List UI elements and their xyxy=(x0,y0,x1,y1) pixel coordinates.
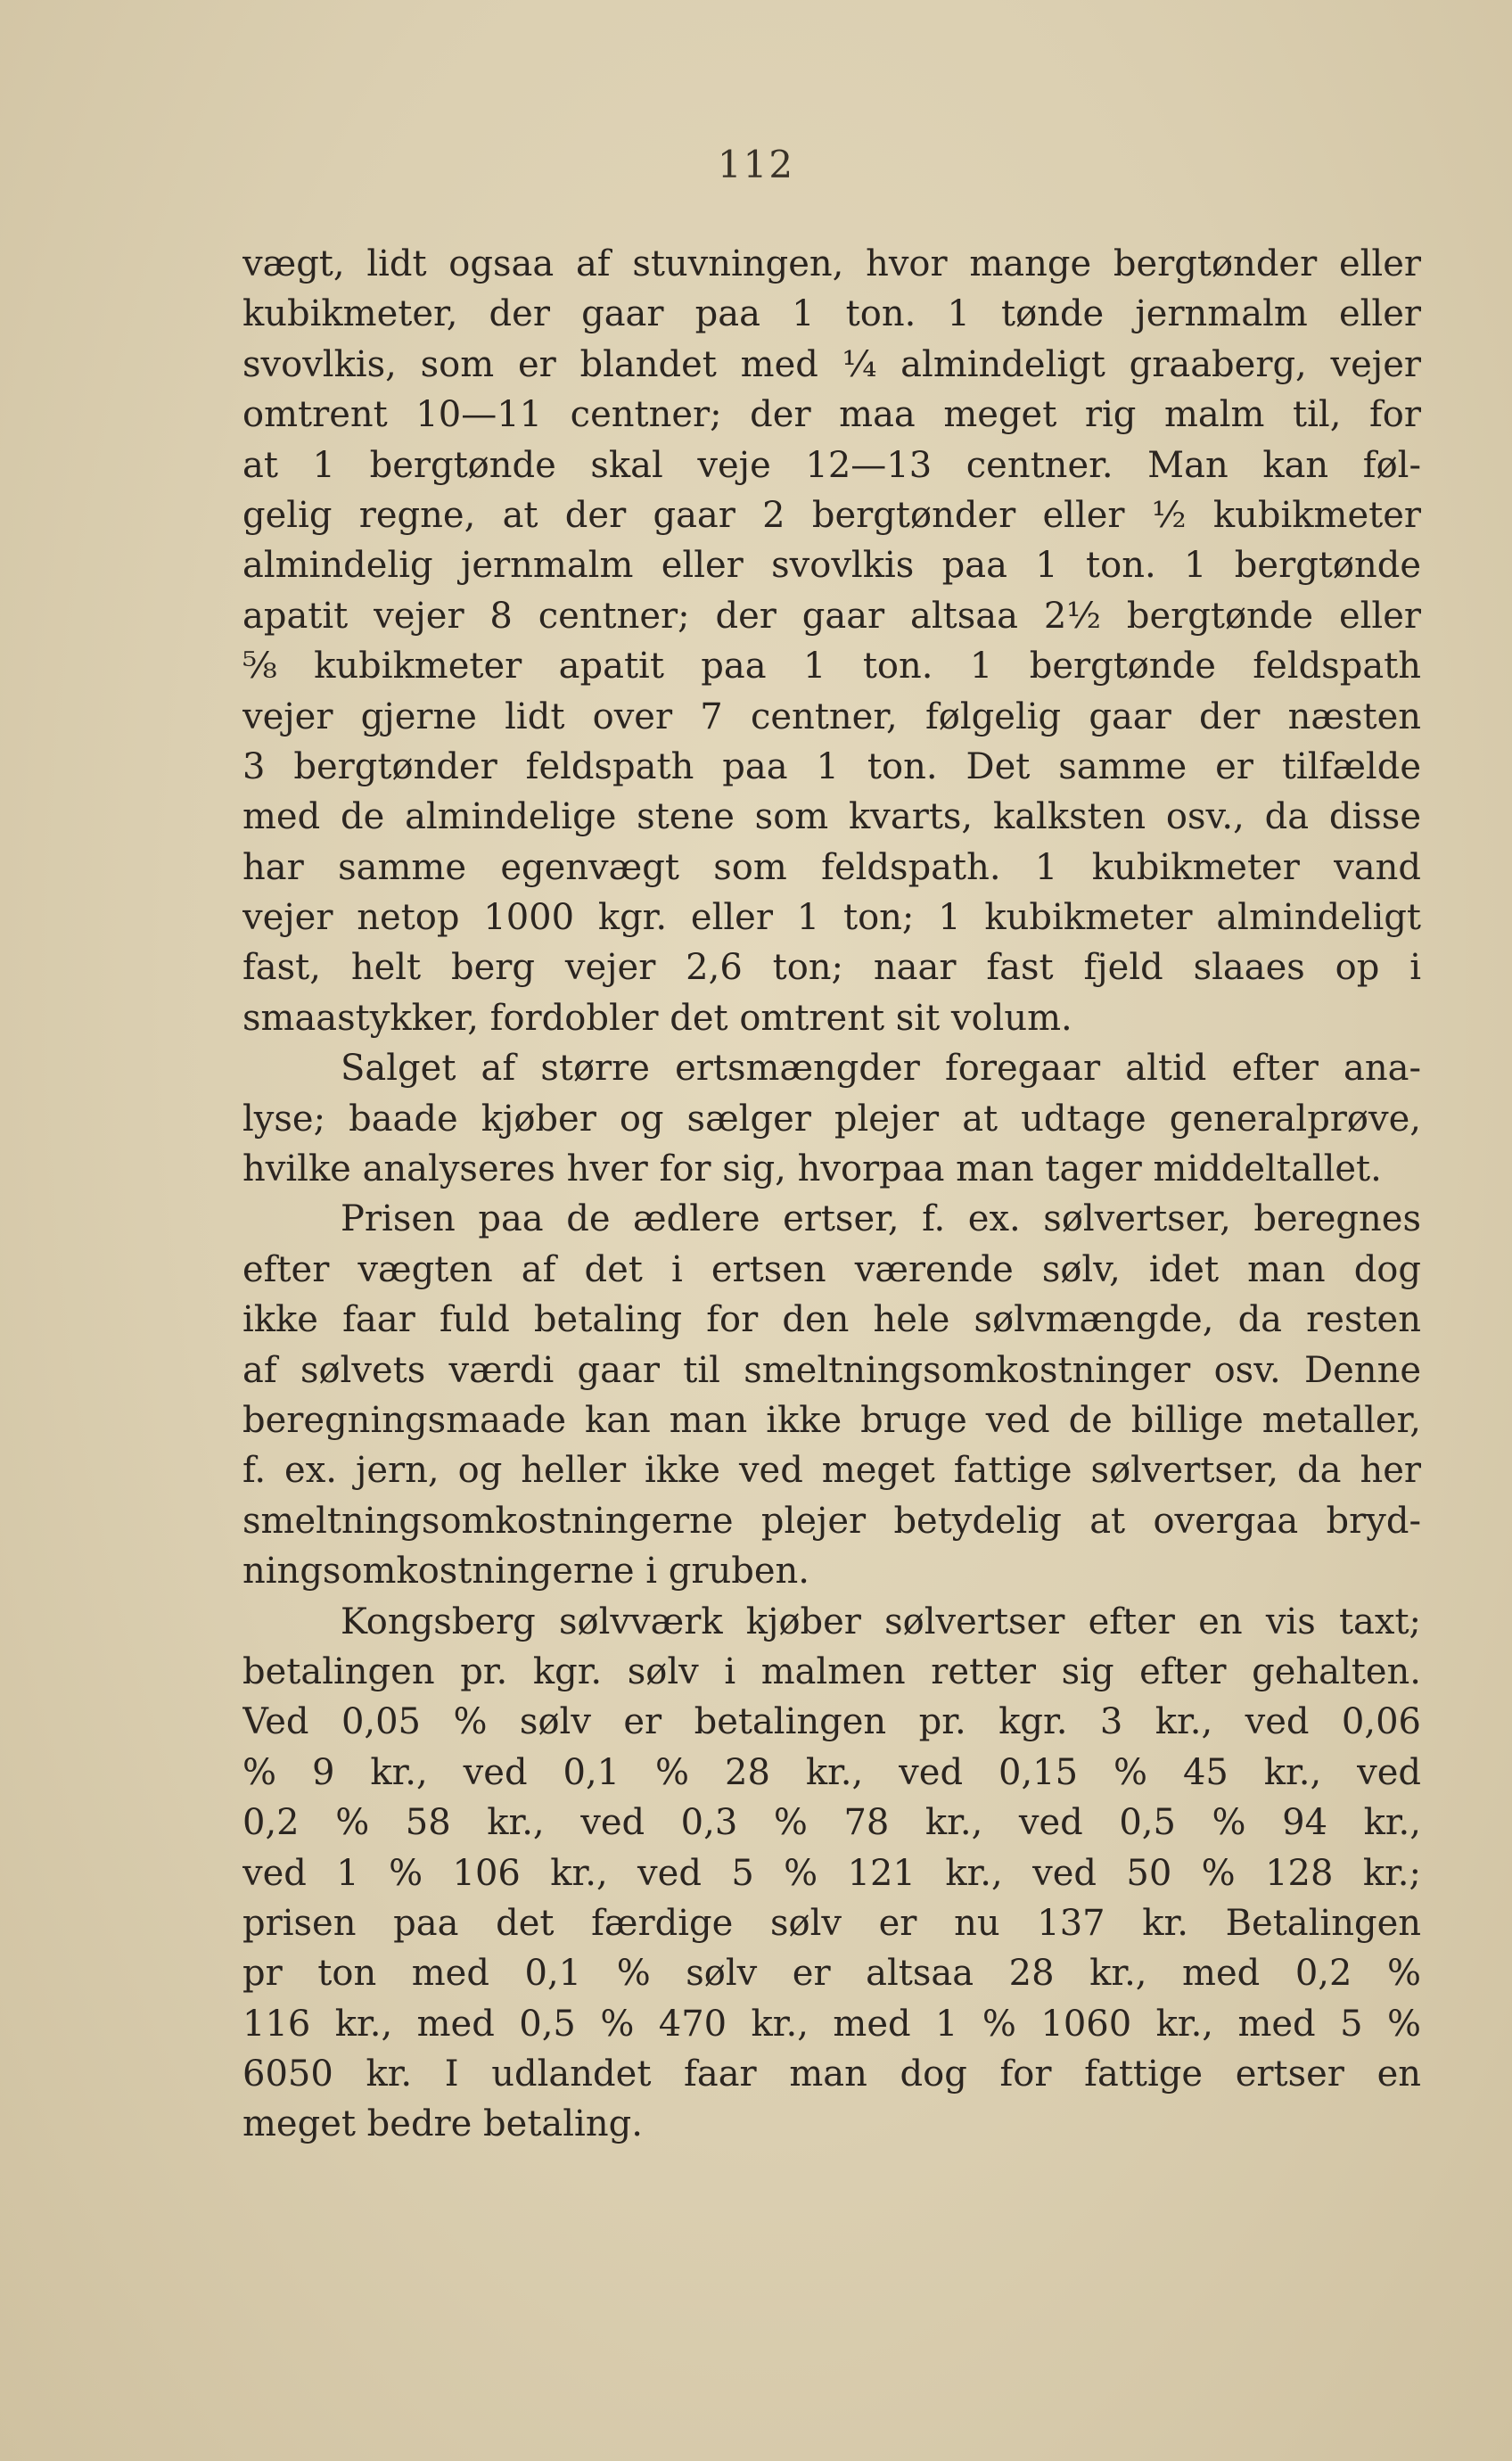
text-line: gelig regne, at der gaar 2 bergtønder eller ½ kubikmeter xyxy=(242,494,1421,536)
text-line: af sølvets værdi gaar til smeltningsomkostninger osv. Denne xyxy=(242,1349,1421,1391)
text-line: at 1 bergtønde skal veje 12—13 centner. Man kan føl- xyxy=(242,444,1421,486)
text-line: fast, helt berg vejer 2,6 ton; naar fast fjeld slaaes op i xyxy=(242,947,1421,989)
text-line: Prisen paa de ædlere ertser, f. ex. sølvertser, beregnes xyxy=(341,1198,1421,1240)
text-line: pr ton med 0,1 % sølv er altsaa 28 kr., med 0,2 % xyxy=(242,1953,1421,1995)
text-line: apatit vejer 8 centner; der gaar altsaa 2½ bergtønde eller xyxy=(242,595,1421,637)
text-line: prisen paa det færdige sølv er nu 137 kr. Betalingen xyxy=(242,1902,1421,1944)
text-line: kubikmeter, der gaar paa 1 ton. 1 tønde jernmalm eller xyxy=(242,293,1421,335)
text-line: beregningsmaade kan man ikke bruge ved de billige metaller, xyxy=(242,1399,1421,1441)
text-line: vejer netop 1000 kgr. eller 1 ton; 1 kubikmeter almindeligt xyxy=(242,897,1421,939)
page-number: 112 xyxy=(717,143,795,186)
text-line: 116 kr., med 0,5 % 470 kr., med 1 % 1060 kr., med 5 % xyxy=(242,2003,1421,2045)
text-line: meget bedre betaling. xyxy=(242,2103,643,2145)
text-line: Salget af større ertsmængder foregaar altid efter ana- xyxy=(341,1048,1421,1090)
text-line: ⅝ kubikmeter apatit paa 1 ton. 1 bergtønde feldspath xyxy=(242,646,1421,687)
text-line: efter vægten af det i ertsen værende sølv, idet man dog xyxy=(242,1248,1421,1290)
body-text xyxy=(242,239,1421,2150)
text-line: vejer gjerne lidt over 7 centner, følgelig gaar der næsten xyxy=(242,696,1421,737)
text-line: Ved 0,05 % sølv er betalingen pr. kgr. 3 kr., ved 0,06 xyxy=(242,1701,1421,1743)
text-line: smeltningsomkostningerne plejer betydelig at overgaa bryd- xyxy=(242,1500,1421,1542)
text-line: ikke faar fuld betaling for den hele sølvmængde, da resten xyxy=(242,1299,1421,1341)
text-line: ningsomkostningerne i gruben. xyxy=(242,1551,809,1593)
text-line: omtrent 10—11 centner; der maa meget rig malm til, for xyxy=(242,394,1421,436)
text-line: Kongsberg sølvværk kjøber sølvertser efter en vis taxt; xyxy=(341,1601,1421,1642)
text-line: med de almindelige stene som kvarts, kalksten osv., da disse xyxy=(242,796,1421,838)
text-line: vægt, lidt ogsaa af stuvningen, hvor mange bergtønder eller xyxy=(242,243,1421,284)
text-line: f. ex. jern, og heller ikke ved meget fattige sølvertser, da her xyxy=(242,1450,1421,1492)
text-line: % 9 kr., ved 0,1 % 28 kr., ved 0,15 % 45 kr., ved xyxy=(242,1751,1421,1793)
text-line: har samme egenvægt som feldspath. 1 kubikmeter vand xyxy=(242,846,1421,888)
text-line: betalingen pr. kgr. sølv i malmen retter sig efter gehalten. xyxy=(242,1650,1421,1692)
text-line: 3 bergtønder feldspath paa 1 ton. Det samme er tilfælde xyxy=(242,745,1421,787)
text-line: svovlkis, som er blandet med ¼ almindeligt graaberg, vejer xyxy=(242,343,1421,385)
text-line: almindelig jernmalm eller svovlkis paa 1 ton. 1 bergtønde xyxy=(242,545,1421,587)
text-line: ved 1 % 106 kr., ved 5 % 121 kr., ved 50 % 128 kr.; xyxy=(242,1852,1421,1894)
text-line: smaastykker, fordobler det omtrent sit volum. xyxy=(242,997,1072,1039)
text-line: hvilke analyseres hver for sig, hvorpaa man tager middeltallet. xyxy=(242,1148,1382,1190)
text-line: lyse; baade kjøber og sælger plejer at udtage generalprøve, xyxy=(242,1098,1421,1140)
text-line: 0,2 % 58 kr., ved 0,3 % 78 kr., ved 0,5 % 94 kr., xyxy=(242,1802,1421,1844)
text-line: 6050 kr. I udlandet faar man dog for fattige ertser en xyxy=(242,2054,1421,2095)
